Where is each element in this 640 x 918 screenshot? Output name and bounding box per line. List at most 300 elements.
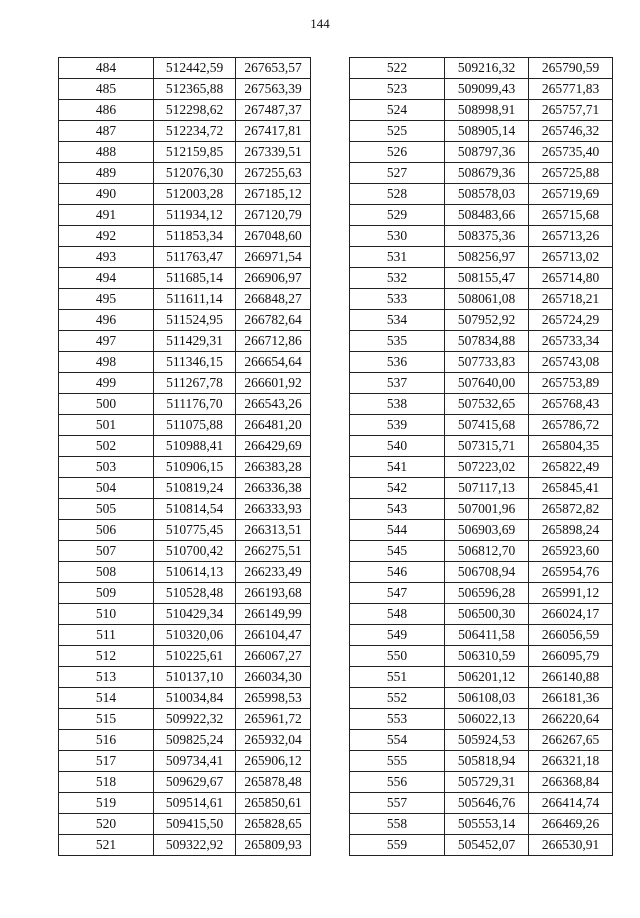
point-number-cell: 504 [59, 478, 154, 499]
point-number-cell: 514 [59, 688, 154, 709]
point-number-cell: 528 [350, 184, 445, 205]
point-number-cell: 556 [350, 772, 445, 793]
y-coordinate-cell: 266034,30 [236, 667, 311, 688]
x-coordinate-cell: 510528,48 [154, 583, 236, 604]
x-coordinate-cell: 507733,83 [445, 352, 529, 373]
y-coordinate-cell: 265724,29 [529, 310, 613, 331]
x-coordinate-cell: 511176,70 [154, 394, 236, 415]
point-number-cell: 496 [59, 310, 154, 331]
point-number-cell: 555 [350, 751, 445, 772]
y-coordinate-cell: 265932,04 [236, 730, 311, 751]
x-coordinate-cell: 511934,12 [154, 205, 236, 226]
point-number-cell: 526 [350, 142, 445, 163]
y-coordinate-cell: 265771,83 [529, 79, 613, 100]
table-row [59, 499, 311, 520]
table-row [350, 331, 613, 352]
point-number-cell: 519 [59, 793, 154, 814]
y-coordinate-cell: 265713,26 [529, 226, 613, 247]
coordinates-table-left [58, 57, 311, 856]
x-coordinate-cell: 509514,61 [154, 793, 236, 814]
x-coordinate-cell: 509629,67 [154, 772, 236, 793]
point-number-cell: 490 [59, 184, 154, 205]
x-coordinate-cell: 507315,71 [445, 436, 529, 457]
y-coordinate-cell: 265768,43 [529, 394, 613, 415]
y-coordinate-cell: 266024,17 [529, 604, 613, 625]
y-coordinate-cell: 265786,72 [529, 415, 613, 436]
y-coordinate-cell: 265923,60 [529, 541, 613, 562]
y-coordinate-cell: 265757,71 [529, 100, 613, 121]
table-row [350, 835, 613, 856]
x-coordinate-cell: 510225,61 [154, 646, 236, 667]
point-number-cell: 527 [350, 163, 445, 184]
y-coordinate-cell: 267339,51 [236, 142, 311, 163]
table-row [59, 100, 311, 121]
point-number-cell: 552 [350, 688, 445, 709]
point-number-cell: 536 [350, 352, 445, 373]
y-coordinate-cell: 267048,60 [236, 226, 311, 247]
x-coordinate-cell: 510614,13 [154, 562, 236, 583]
table-row [59, 247, 311, 268]
x-coordinate-cell: 512159,85 [154, 142, 236, 163]
y-coordinate-cell: 265878,48 [236, 772, 311, 793]
x-coordinate-cell: 512442,59 [154, 58, 236, 79]
y-coordinate-cell: 266906,97 [236, 268, 311, 289]
table-row [59, 205, 311, 226]
point-number-cell: 499 [59, 373, 154, 394]
x-coordinate-cell: 512234,72 [154, 121, 236, 142]
point-number-cell: 510 [59, 604, 154, 625]
table-row [350, 184, 613, 205]
table-row [350, 814, 613, 835]
table-row [59, 835, 311, 856]
table-row [59, 121, 311, 142]
x-coordinate-cell: 505452,07 [445, 835, 529, 856]
y-coordinate-cell: 266067,27 [236, 646, 311, 667]
y-coordinate-cell: 265713,02 [529, 247, 613, 268]
table-row [59, 625, 311, 646]
y-coordinate-cell: 265809,93 [236, 835, 311, 856]
table-row [59, 289, 311, 310]
point-number-cell: 500 [59, 394, 154, 415]
x-coordinate-cell: 506411,58 [445, 625, 529, 646]
table-row [59, 730, 311, 751]
y-coordinate-cell: 266233,49 [236, 562, 311, 583]
point-number-cell: 501 [59, 415, 154, 436]
x-coordinate-cell: 509922,32 [154, 709, 236, 730]
point-number-cell: 507 [59, 541, 154, 562]
point-number-cell: 518 [59, 772, 154, 793]
point-number-cell: 508 [59, 562, 154, 583]
x-coordinate-cell: 506500,30 [445, 604, 529, 625]
table-row [350, 730, 613, 751]
table-row [350, 646, 613, 667]
coordinates-table-right-body [350, 58, 613, 856]
point-number-cell: 553 [350, 709, 445, 730]
point-number-cell: 511 [59, 625, 154, 646]
point-number-cell: 557 [350, 793, 445, 814]
y-coordinate-cell: 266429,69 [236, 436, 311, 457]
table-row [350, 751, 613, 772]
y-coordinate-cell: 266336,38 [236, 478, 311, 499]
point-number-cell: 551 [350, 667, 445, 688]
x-coordinate-cell: 508998,91 [445, 100, 529, 121]
x-coordinate-cell: 506596,28 [445, 583, 529, 604]
point-number-cell: 543 [350, 499, 445, 520]
x-coordinate-cell: 508679,36 [445, 163, 529, 184]
table-row [350, 58, 613, 79]
x-coordinate-cell: 511346,15 [154, 352, 236, 373]
point-number-cell: 532 [350, 268, 445, 289]
point-number-cell: 545 [350, 541, 445, 562]
point-number-cell: 537 [350, 373, 445, 394]
table-row [59, 142, 311, 163]
x-coordinate-cell: 511524,95 [154, 310, 236, 331]
point-number-cell: 509 [59, 583, 154, 604]
point-number-cell: 515 [59, 709, 154, 730]
point-number-cell: 520 [59, 814, 154, 835]
table-row [59, 583, 311, 604]
table-row [350, 562, 613, 583]
x-coordinate-cell: 511685,14 [154, 268, 236, 289]
x-coordinate-cell: 506812,70 [445, 541, 529, 562]
table-row [59, 751, 311, 772]
x-coordinate-cell: 507415,68 [445, 415, 529, 436]
point-number-cell: 529 [350, 205, 445, 226]
table-row [59, 415, 311, 436]
table-row [350, 667, 613, 688]
x-coordinate-cell: 505553,14 [445, 814, 529, 835]
x-coordinate-cell: 512003,28 [154, 184, 236, 205]
x-coordinate-cell: 509415,50 [154, 814, 236, 835]
x-coordinate-cell: 510814,54 [154, 499, 236, 520]
y-coordinate-cell: 266275,51 [236, 541, 311, 562]
table-row [350, 688, 613, 709]
y-coordinate-cell: 267185,12 [236, 184, 311, 205]
y-coordinate-cell: 266782,64 [236, 310, 311, 331]
point-number-cell: 495 [59, 289, 154, 310]
x-coordinate-cell: 508483,66 [445, 205, 529, 226]
point-number-cell: 541 [350, 457, 445, 478]
x-coordinate-cell: 508375,36 [445, 226, 529, 247]
table-row [350, 310, 613, 331]
x-coordinate-cell: 509825,24 [154, 730, 236, 751]
table-row [59, 562, 311, 583]
y-coordinate-cell: 266543,26 [236, 394, 311, 415]
x-coordinate-cell: 511267,78 [154, 373, 236, 394]
y-coordinate-cell: 266383,28 [236, 457, 311, 478]
x-coordinate-cell: 507223,02 [445, 457, 529, 478]
point-number-cell: 488 [59, 142, 154, 163]
table-row [59, 373, 311, 394]
y-coordinate-cell: 265822,49 [529, 457, 613, 478]
y-coordinate-cell: 265872,82 [529, 499, 613, 520]
point-number-cell: 523 [350, 79, 445, 100]
y-coordinate-cell: 266313,51 [236, 520, 311, 541]
y-coordinate-cell: 265753,89 [529, 373, 613, 394]
table-row [350, 478, 613, 499]
x-coordinate-cell: 508155,47 [445, 268, 529, 289]
table-row [350, 541, 613, 562]
x-coordinate-cell: 506903,69 [445, 520, 529, 541]
point-number-cell: 549 [350, 625, 445, 646]
table-row [59, 793, 311, 814]
point-number-cell: 493 [59, 247, 154, 268]
table-row [350, 415, 613, 436]
point-number-cell: 559 [350, 835, 445, 856]
table-row [59, 709, 311, 730]
table-row [59, 814, 311, 835]
table-row [350, 499, 613, 520]
table-row [59, 520, 311, 541]
table-row [350, 268, 613, 289]
x-coordinate-cell: 505729,31 [445, 772, 529, 793]
x-coordinate-cell: 510137,10 [154, 667, 236, 688]
point-number-cell: 550 [350, 646, 445, 667]
y-coordinate-cell: 265714,80 [529, 268, 613, 289]
point-number-cell: 497 [59, 331, 154, 352]
x-coordinate-cell: 506201,12 [445, 667, 529, 688]
table-row [59, 688, 311, 709]
y-coordinate-cell: 265898,24 [529, 520, 613, 541]
y-coordinate-cell: 266095,79 [529, 646, 613, 667]
x-coordinate-cell: 510819,24 [154, 478, 236, 499]
y-coordinate-cell: 265954,76 [529, 562, 613, 583]
y-coordinate-cell: 266333,93 [236, 499, 311, 520]
y-coordinate-cell: 266481,20 [236, 415, 311, 436]
table-row [350, 163, 613, 184]
x-coordinate-cell: 509216,32 [445, 58, 529, 79]
x-coordinate-cell: 506708,94 [445, 562, 529, 583]
point-number-cell: 521 [59, 835, 154, 856]
y-coordinate-cell: 265725,88 [529, 163, 613, 184]
y-coordinate-cell: 266140,88 [529, 667, 613, 688]
x-coordinate-cell: 510775,45 [154, 520, 236, 541]
x-coordinate-cell: 506022,13 [445, 709, 529, 730]
y-coordinate-cell: 266149,99 [236, 604, 311, 625]
table-row [59, 604, 311, 625]
table-row [59, 310, 311, 331]
point-number-cell: 539 [350, 415, 445, 436]
point-number-cell: 531 [350, 247, 445, 268]
x-coordinate-cell: 508905,14 [445, 121, 529, 142]
point-number-cell: 489 [59, 163, 154, 184]
table-row [59, 772, 311, 793]
y-coordinate-cell: 265961,72 [236, 709, 311, 730]
point-number-cell: 492 [59, 226, 154, 247]
x-coordinate-cell: 508256,97 [445, 247, 529, 268]
x-coordinate-cell: 505924,53 [445, 730, 529, 751]
point-number-cell: 512 [59, 646, 154, 667]
point-number-cell: 525 [350, 121, 445, 142]
table-row [350, 247, 613, 268]
x-coordinate-cell: 508797,36 [445, 142, 529, 163]
y-coordinate-cell: 267255,63 [236, 163, 311, 184]
point-number-cell: 542 [350, 478, 445, 499]
y-coordinate-cell: 267487,37 [236, 100, 311, 121]
y-coordinate-cell: 265743,08 [529, 352, 613, 373]
point-number-cell: 498 [59, 352, 154, 373]
x-coordinate-cell: 507532,65 [445, 394, 529, 415]
table-row [350, 394, 613, 415]
x-coordinate-cell: 512298,62 [154, 100, 236, 121]
table-row [350, 205, 613, 226]
x-coordinate-cell: 505646,76 [445, 793, 529, 814]
point-number-cell: 487 [59, 121, 154, 142]
x-coordinate-cell: 507001,96 [445, 499, 529, 520]
x-coordinate-cell: 510429,34 [154, 604, 236, 625]
table-row [59, 457, 311, 478]
y-coordinate-cell: 265790,59 [529, 58, 613, 79]
point-number-cell: 547 [350, 583, 445, 604]
x-coordinate-cell: 510700,42 [154, 541, 236, 562]
x-coordinate-cell: 507834,88 [445, 331, 529, 352]
table-row [59, 541, 311, 562]
y-coordinate-cell: 266056,59 [529, 625, 613, 646]
point-number-cell: 558 [350, 814, 445, 835]
table-row [350, 142, 613, 163]
point-number-cell: 534 [350, 310, 445, 331]
y-coordinate-cell: 265850,61 [236, 793, 311, 814]
y-coordinate-cell: 265998,53 [236, 688, 311, 709]
coordinates-table-right [349, 57, 613, 856]
table-row [350, 793, 613, 814]
y-coordinate-cell: 266712,86 [236, 331, 311, 352]
table-row [350, 373, 613, 394]
point-number-cell: 554 [350, 730, 445, 751]
y-coordinate-cell: 266971,54 [236, 247, 311, 268]
x-coordinate-cell: 510034,84 [154, 688, 236, 709]
table-row [350, 352, 613, 373]
point-number-cell: 505 [59, 499, 154, 520]
table-row [59, 394, 311, 415]
x-coordinate-cell: 509099,43 [445, 79, 529, 100]
y-coordinate-cell: 266601,92 [236, 373, 311, 394]
table-row [350, 289, 613, 310]
y-coordinate-cell: 265735,40 [529, 142, 613, 163]
point-number-cell: 491 [59, 205, 154, 226]
table-row [59, 268, 311, 289]
y-coordinate-cell: 266220,64 [529, 709, 613, 730]
y-coordinate-cell: 265906,12 [236, 751, 311, 772]
x-coordinate-cell: 508578,03 [445, 184, 529, 205]
table-row [59, 478, 311, 499]
x-coordinate-cell: 511853,34 [154, 226, 236, 247]
table-row [350, 520, 613, 541]
y-coordinate-cell: 265715,68 [529, 205, 613, 226]
point-number-cell: 538 [350, 394, 445, 415]
point-number-cell: 517 [59, 751, 154, 772]
x-coordinate-cell: 509734,41 [154, 751, 236, 772]
point-number-cell: 530 [350, 226, 445, 247]
point-number-cell: 544 [350, 520, 445, 541]
coordinates-table-left-body [59, 58, 311, 856]
x-coordinate-cell: 509322,92 [154, 835, 236, 856]
x-coordinate-cell: 512365,88 [154, 79, 236, 100]
y-coordinate-cell: 267120,79 [236, 205, 311, 226]
point-number-cell: 533 [350, 289, 445, 310]
x-coordinate-cell: 511611,14 [154, 289, 236, 310]
x-coordinate-cell: 512076,30 [154, 163, 236, 184]
y-coordinate-cell: 267563,39 [236, 79, 311, 100]
table-row [350, 226, 613, 247]
y-coordinate-cell: 265804,35 [529, 436, 613, 457]
table-row [59, 163, 311, 184]
table-row [59, 646, 311, 667]
x-coordinate-cell: 511763,47 [154, 247, 236, 268]
page-number: 144 [310, 16, 330, 31]
y-coordinate-cell: 266654,64 [236, 352, 311, 373]
table-row [350, 457, 613, 478]
x-coordinate-cell: 511429,31 [154, 331, 236, 352]
x-coordinate-cell: 506108,03 [445, 688, 529, 709]
table-row [59, 184, 311, 205]
point-number-cell: 546 [350, 562, 445, 583]
point-number-cell: 485 [59, 79, 154, 100]
x-coordinate-cell: 507640,00 [445, 373, 529, 394]
point-number-cell: 494 [59, 268, 154, 289]
x-coordinate-cell: 506310,59 [445, 646, 529, 667]
point-number-cell: 513 [59, 667, 154, 688]
y-coordinate-cell: 266414,74 [529, 793, 613, 814]
y-coordinate-cell: 266267,65 [529, 730, 613, 751]
y-coordinate-cell: 265845,41 [529, 478, 613, 499]
y-coordinate-cell: 266848,27 [236, 289, 311, 310]
y-coordinate-cell: 265733,34 [529, 331, 613, 352]
y-coordinate-cell: 265719,69 [529, 184, 613, 205]
table-row [350, 604, 613, 625]
y-coordinate-cell: 267653,57 [236, 58, 311, 79]
table-row [59, 58, 311, 79]
x-coordinate-cell: 508061,08 [445, 289, 529, 310]
y-coordinate-cell: 266368,84 [529, 772, 613, 793]
x-coordinate-cell: 510320,06 [154, 625, 236, 646]
table-row [350, 100, 613, 121]
x-coordinate-cell: 505818,94 [445, 751, 529, 772]
x-coordinate-cell: 510906,15 [154, 457, 236, 478]
table-row [59, 436, 311, 457]
x-coordinate-cell: 507117,13 [445, 478, 529, 499]
table-row [59, 79, 311, 100]
y-coordinate-cell: 266181,36 [529, 688, 613, 709]
table-row [59, 352, 311, 373]
y-coordinate-cell: 266469,26 [529, 814, 613, 835]
table-row [59, 331, 311, 352]
point-number-cell: 484 [59, 58, 154, 79]
y-coordinate-cell: 265718,21 [529, 289, 613, 310]
table-row [350, 625, 613, 646]
point-number-cell: 502 [59, 436, 154, 457]
y-coordinate-cell: 266104,47 [236, 625, 311, 646]
table-row [350, 772, 613, 793]
table-row [59, 667, 311, 688]
point-number-cell: 522 [350, 58, 445, 79]
x-coordinate-cell: 510988,41 [154, 436, 236, 457]
table-row [350, 436, 613, 457]
point-number-cell: 506 [59, 520, 154, 541]
y-coordinate-cell: 265991,12 [529, 583, 613, 604]
y-coordinate-cell: 266530,91 [529, 835, 613, 856]
x-coordinate-cell: 511075,88 [154, 415, 236, 436]
y-coordinate-cell: 265746,32 [529, 121, 613, 142]
x-coordinate-cell: 507952,92 [445, 310, 529, 331]
point-number-cell: 503 [59, 457, 154, 478]
y-coordinate-cell: 266321,18 [529, 751, 613, 772]
table-row [350, 709, 613, 730]
y-coordinate-cell: 267417,81 [236, 121, 311, 142]
point-number-cell: 540 [350, 436, 445, 457]
y-coordinate-cell: 265828,65 [236, 814, 311, 835]
point-number-cell: 524 [350, 100, 445, 121]
